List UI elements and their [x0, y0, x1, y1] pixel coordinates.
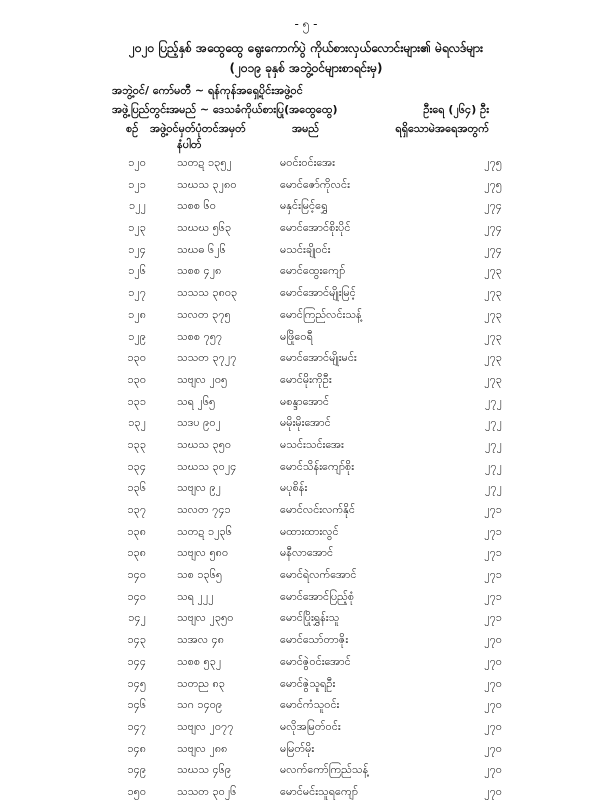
member-name: မလက်ကော်ကြည်သန့်: [280, 763, 369, 777]
row-number: ၁၂၀: [128, 156, 146, 169]
table-row: [0, 197, 612, 219]
table-row: [0, 479, 612, 501]
vote-count: ၂၇၄: [484, 199, 502, 213]
row-number: ၁၃၀: [127, 372, 146, 386]
registration-number: သစစ ၅၃၂: [177, 654, 222, 668]
row-number: ၁၃၃: [127, 437, 146, 451]
table-row: [0, 241, 612, 263]
registration-number: သသသ ၃၈၀၃: [177, 286, 238, 300]
member-name: မနီလာအောင်: [280, 546, 334, 560]
vote-count: ၂၇၀: [484, 719, 502, 733]
table-row: [0, 284, 612, 306]
table-row: [0, 783, 612, 805]
registration-number: သစစ ၇၅၇: [177, 329, 223, 343]
vote-count: ၂၇၁: [484, 568, 502, 582]
row-number: ၁၂၇: [128, 286, 146, 300]
member-name: မောင်မိုးကိုဦး: [280, 372, 332, 386]
row-number: ၁၃၁: [127, 394, 146, 408]
member-name: မသင်းသင်းအေး: [280, 437, 344, 451]
member-name: မောင်ကံသူဝင်း: [280, 698, 340, 712]
registration-number: သစစ ၆၀: [177, 199, 216, 213]
registration-number: သဃသ ၃၅၀: [177, 437, 232, 451]
row-number: ၁၃၀: [127, 351, 146, 365]
vote-count: ၂၇၀: [484, 763, 502, 777]
vote-count: ၂၇၃: [484, 372, 502, 386]
member-name: မနှင်းမြင့်ရွှေ: [280, 199, 328, 213]
party-label: အဖွဲ့ပြည်တွင်းအမည် ~ ဒေသခံကိုယ်စားပြု(အထွေထွေ): [112, 103, 338, 116]
vote-count: ၂၇၂: [485, 416, 502, 430]
registration-number: သတည ၈၃: [177, 676, 225, 690]
vote-count: ၂၇၀: [484, 654, 502, 668]
member-name: မောင်လင်းလက်နိုင်: [280, 503, 355, 516]
row-number: ၁၄၈: [127, 741, 146, 755]
row-number: ၁၂၈: [128, 307, 146, 321]
table-row: [0, 675, 612, 697]
registration-number: သစစ ၄၂၈: [177, 264, 222, 278]
registration-number: သဗျလ ၂၈၈: [177, 741, 228, 755]
registration-number: သဃသ ၃၂၈၀: [177, 177, 237, 191]
header-reg: အဖွဲ့ဝင်မှတ်ပုံတင်အမှတ်: [150, 122, 246, 135]
member-name: မပုစိန်း: [280, 481, 308, 495]
row-number: ၁၃၈: [127, 546, 146, 560]
vote-count: ၂၇၁: [484, 589, 502, 603]
vote-count: ၂၇၂: [485, 481, 502, 495]
header-reg-line2: နံပါတ်: [177, 138, 202, 151]
registration-number: သဃဃ ၅၆၃: [177, 221, 232, 235]
row-number: ၁၄၅: [127, 676, 146, 690]
table-row: [0, 458, 612, 480]
row-number: ၁၄၆: [127, 698, 146, 712]
vote-count: ၂၇၁: [484, 503, 502, 516]
vote-count: ၂၇၃: [484, 329, 502, 343]
vote-count: ၂၇၃: [484, 286, 502, 300]
table-row: [0, 349, 612, 371]
registration-number: သသတ ၃၀၂၆: [177, 784, 237, 798]
registration-number: သစ ၁၃၆၅: [177, 568, 223, 582]
member-name: မမြတ်မိုး: [280, 741, 315, 755]
row-number: ၁၄၀: [127, 589, 146, 603]
member-name: မစန္ဒာအောင်: [280, 394, 329, 408]
vote-count: ၂၇၂: [485, 437, 502, 451]
vote-count: ၂၇၀: [484, 698, 502, 712]
member-name: မောင်ပြိုးရွှန်းသူ: [280, 611, 340, 625]
member-name: မောင်ထွေးကျော်: [280, 264, 346, 278]
row-number: ၁၄၃: [127, 633, 146, 647]
header-name: အမည်: [292, 122, 320, 135]
registration-number: သလတ ၃၇၅: [177, 307, 231, 321]
table-row: [0, 176, 612, 198]
registration-number: သဗျလ ၂၀၅: [177, 372, 228, 386]
table-row: [0, 653, 612, 675]
registration-number: သဗျလ ၅၈၀: [177, 546, 229, 560]
vote-count: ၂၇၂: [485, 394, 502, 408]
member-name: မောင်အောင်ပြည့်စုံ: [280, 589, 355, 603]
constituency-label: အဘွဲ့ဝင်/ ကော်မတီ ~ ရန်ကုန်အရှေ့ပိုင်းအဖွဲ့ဝင်: [112, 84, 303, 97]
member-name: မောင်အောင်စိုးပိုင်: [280, 221, 351, 235]
row-number: ၁၄၂: [128, 611, 146, 625]
vote-count: ၂၇၂: [485, 459, 502, 473]
row-number: ၁၄၄: [127, 654, 146, 668]
table-row: [0, 696, 612, 718]
registration-number: သရ ၂၂၂: [177, 589, 214, 603]
registration-number: သတဍ ၁၂၃၆: [177, 524, 232, 538]
registration-number: သရ ၂၆၅: [177, 394, 216, 408]
member-name: မထားထားလွင်: [280, 524, 339, 538]
vote-count: ၂၇၀: [484, 676, 502, 690]
table-row: [0, 566, 612, 588]
row-number: ၁၄၉: [127, 763, 146, 777]
table-row: [0, 718, 612, 740]
table-row: [0, 436, 612, 458]
row-number: ၁၂၂: [129, 199, 146, 213]
document-subtitle: (၂၀၁၉ ခုနှစ် အဘွဲ့ဝင်များစာရင်းမှ): [229, 61, 383, 75]
member-name: မောင်ရဲလက်အောင်: [280, 568, 357, 582]
registration-number: သအလ ၄၈: [177, 633, 225, 647]
vote-count: ၂၇၁: [484, 524, 502, 538]
table-row: [0, 371, 612, 393]
registration-number: သဗျလ ၉၂: [177, 481, 222, 495]
table-row: [0, 414, 612, 436]
table-row: [0, 761, 612, 783]
table-row: [0, 588, 612, 610]
row-number: ၁၅၀: [127, 784, 146, 798]
vote-count: ၂၇၄: [484, 242, 502, 256]
vote-count: ၂၇၅: [484, 156, 502, 169]
total-count: ဦးရေ (၂၆၄) ဦး: [423, 103, 489, 116]
member-name: မောင်ကြည်လင်းသန့်: [280, 307, 362, 321]
row-number: ၁၂၃: [128, 221, 146, 235]
table-row: [0, 523, 612, 545]
row-number: ၁၃၇: [127, 503, 146, 516]
table-row: [0, 501, 612, 523]
vote-count: ၂၇၁: [484, 611, 502, 625]
registration-number: သသတ ၃၇၂၇: [177, 351, 237, 365]
row-number: ၁၃၂: [128, 416, 146, 430]
registration-number: သဗျလ ၂၃၅၀: [177, 611, 234, 625]
row-number: ၁၃၄: [127, 459, 146, 473]
document-title: ၂၀၂၀ ပြည့်နှစ် အထွေထွေ ရွေးကောက်ပွဲ ကိုယ်စားလှယ်လောင်းများ၏ မဲရလဒ်များ: [128, 41, 484, 55]
member-name: မသင်းချိုဝင်း: [280, 242, 331, 256]
vote-count: ၂၇၁: [484, 546, 502, 560]
table-row: [0, 609, 612, 631]
member-name: မောင်မင်းသူရကျော်: [280, 784, 359, 798]
vote-count: ၂၇၃: [484, 351, 502, 365]
header-no: စဉ်: [126, 122, 139, 135]
table-row: [0, 740, 612, 762]
page-number: - ၅ -: [294, 17, 318, 31]
registration-number: သဂ ၁၄၀၉: [177, 698, 223, 712]
row-number: ၁၄၇: [127, 719, 146, 733]
vote-count: ၂၇၀: [484, 633, 502, 647]
table-row: [0, 544, 612, 566]
member-name: မောင်အောင်မျိုးမြင့်: [280, 286, 356, 300]
table-row: [0, 219, 612, 241]
header-votes: ရရှိသောမဲအရေအတွက်: [395, 122, 489, 135]
row-number: ၁၂၁: [128, 177, 146, 191]
vote-count: ၂၇၀: [484, 784, 502, 798]
registration-number: သဃသ ၄၆၉: [177, 763, 232, 777]
vote-count: ၂၇၀: [484, 741, 502, 755]
member-name: မောင်သိန်းကျော်စိုး: [280, 459, 354, 473]
member-name: မဖြိုဝေရီ: [280, 329, 313, 343]
member-name: မောင်ဇွဲသူရဦး: [280, 676, 336, 690]
table-row: [0, 154, 612, 176]
row-number: ၁၃၈: [127, 524, 146, 538]
member-name: မဝင်းဝင်းအေး: [280, 156, 335, 169]
member-name: မောင်ဇွဲဝင်းအောင်: [280, 654, 351, 668]
row-number: ၁၂၄: [128, 242, 146, 256]
row-number: ၁၄၀: [127, 568, 146, 582]
member-name: မလိုအမြတ်ဝင်း: [280, 719, 341, 733]
member-name: မောင်ဇော်ကိုလင်း: [280, 177, 350, 191]
row-number: ၁၃၆: [127, 481, 146, 495]
registration-number: သဗျလ ၂၀၇၇: [177, 719, 234, 733]
vote-count: ၂၇၃: [484, 307, 502, 321]
member-name: မောင်သော်တာဇိုး: [280, 633, 349, 647]
registration-number: သလတ ၇၄၁: [177, 503, 231, 516]
member-name: မမိုးမိုးအောင်: [280, 416, 331, 430]
registration-number: သဃဓ ၆၂၆: [177, 242, 226, 256]
vote-count: ၂၇၄: [484, 221, 502, 235]
vote-count: ၂၇၅: [484, 177, 502, 191]
registration-number: သဒပ ၉၀၂: [177, 416, 221, 430]
table-row: [0, 631, 612, 653]
row-number: ၁၂၉: [128, 329, 146, 343]
vote-count: ၂၇၃: [484, 264, 502, 278]
table-row: [0, 328, 612, 350]
row-number: ၁၂၆: [128, 264, 146, 278]
table-row: [0, 393, 612, 415]
registration-number: သတဍ ၁၃၅၂: [177, 156, 232, 169]
member-name: မောင်အောင်မျိုးမင်း: [280, 351, 357, 365]
results-table: [0, 154, 612, 805]
registration-number: သဃသ ၃၀၂၄: [177, 459, 237, 473]
table-row: [0, 262, 612, 284]
table-row: [0, 306, 612, 328]
